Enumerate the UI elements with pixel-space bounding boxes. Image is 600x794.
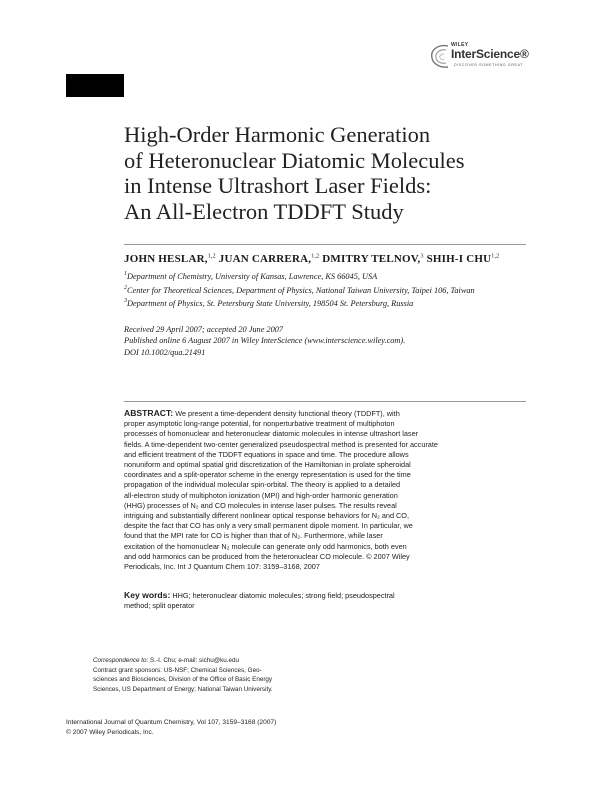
affiliation-3	[124, 298, 413, 308]
footnote-line: sciences and Biosciences, Division of the Office of Basic Energy	[93, 676, 273, 684]
journal-line: International Journal of Quantum Chemistry, Vol 107, 3159–3168 (2007)	[66, 719, 277, 726]
correspondence-label: Correspondence to:	[93, 657, 149, 664]
correspondence-text: S.-I. Chu; e-mail: sichu@ku.edu	[148, 657, 240, 664]
keywords-line: method; split operator	[124, 601, 195, 611]
affiliation-1	[124, 271, 377, 281]
title-line: in Intense Ultrashort Laser Fields:	[124, 173, 432, 198]
author-name: JOHN HESLAR,	[124, 253, 208, 265]
abstract-line: and odd harmonics can be produced from the heteronuclear CO molecule. © 2007 Wiley	[124, 551, 410, 561]
footnotes	[93, 656, 313, 694]
author-list	[124, 253, 499, 265]
abstract-line: excitation of the homonuclear N₂ molecule can generate only odd harmonics, both even	[124, 541, 407, 551]
correspondence	[93, 656, 313, 666]
abstract-line: nonuniform and optimal spatial grid discretization of the Hamiltonian in prolate spheroidal	[124, 460, 411, 470]
title-line: An All-Electron TDDFT Study	[124, 198, 404, 224]
logo-tagline: DISCOVER SOMETHING GREAT	[454, 63, 524, 67]
keywords-line	[124, 590, 524, 601]
affiliation-2	[124, 285, 475, 295]
affiliation-sup: 1	[124, 271, 127, 277]
abstract	[124, 408, 524, 572]
affiliation-text: Center for Theoretical Sciences, Department of Physics, National Taiwan University, Taipei 106, Taiwan	[127, 285, 475, 295]
header-black-tab	[66, 74, 124, 97]
footnote-line: Sciences, US Department of Energy; National Taiwan University.	[93, 685, 273, 693]
abstract-line	[124, 408, 524, 419]
published-online: Published online 6 August 2007 in Wiley InterScience (www.interscience.wiley.com).	[124, 336, 406, 346]
abstract-line: proper asymptotic long-range potential, for nonperturbative treatment of multiphoton	[124, 419, 395, 429]
title-divider	[124, 244, 526, 245]
keywords-heading: Key words:	[124, 590, 171, 600]
abstract-divider	[124, 401, 526, 402]
author-name: DMITRY TELNOV,	[322, 253, 421, 265]
doi-link[interactable]: DOI 10.1002/qua.21491	[124, 347, 206, 357]
abstract-line: fields. A time-dependent two-center generalized pseudospectral method is presented for accurate	[124, 439, 438, 449]
keywords	[124, 590, 524, 611]
abstract-line: intriguing and substantially different nonlinear optical response behaviors for N₂ and CO,	[124, 511, 410, 521]
author-affiliation-sup: 1,2	[311, 253, 320, 260]
logo-wiley-text: WILEY	[451, 42, 469, 48]
title-line: of Heteronuclear Diatomic Molecules	[124, 147, 465, 173]
author-affiliation-sup: 3	[420, 253, 424, 260]
affiliation-sup: 2	[124, 285, 127, 291]
keywords-text: HHG; heteronuclear diatomic molecules; strong field; pseudospectral	[170, 591, 395, 600]
footnote-line: Contract grant sponsors: US-NSF; Chemical Sciences, Geo-	[93, 666, 262, 674]
author-affiliation-sup: 1,2	[207, 253, 216, 260]
abstract-line-text: We present a time-dependent density functional theory (TDDFT), with	[173, 409, 400, 418]
abstract-line: found that the MPI rate for CO is higher than that of N₂. Furthermore, while laser	[124, 531, 383, 541]
author-affiliation-sup: 1,2	[491, 253, 500, 260]
abstract-line: despite the fact that CO has only a very small permanent dipole moment. In particular, we	[124, 521, 413, 531]
author-name: JUAN CARRERA,	[218, 253, 312, 265]
author-name: SHIH-I CHU	[426, 253, 492, 265]
abstract-line: processes of homonuclear and heteronuclear diatomic molecules in intense ultrashort laser	[124, 429, 419, 439]
affiliation-sup: 3	[124, 298, 127, 304]
abstract-line: propagation of the individual molecular spin-orbital. The theory is applied to a detailed	[124, 480, 401, 490]
abstract-line: Periodicals, Inc. Int J Quantum Chem 107: 3159–3168, 2007	[124, 562, 320, 572]
wiley-interscience-logo[interactable]	[428, 42, 540, 74]
affiliation-text: Department of Physics, St. Petersburg State University, 198504 St. Petersburg, Russia	[127, 298, 414, 308]
copyright-line: © 2007 Wiley Periodicals, Inc.	[66, 728, 154, 736]
received-date: Received 29 April 2007; accepted 20 June 2007	[124, 325, 284, 334]
interscience-swirl-icon	[428, 42, 450, 72]
publication-dates	[124, 324, 405, 358]
affiliation-text: Department of Chemistry, University of Kansas, Lawrence, KS 66045, USA	[127, 271, 378, 281]
abstract-line: (HHG) processes of N₂ and CO molecules in intense laser pulses. The results reveal	[124, 500, 397, 510]
title-line: High-Order Harmonic Generation	[124, 122, 431, 147]
article-title	[124, 122, 524, 224]
abstract-line: and efficient treatment of the TDDFT equations in space and time. The procedure allows	[124, 449, 409, 459]
journal-citation	[66, 718, 276, 737]
abstract-heading: ABSTRACT:	[124, 408, 174, 418]
abstract-line: coordinates and a split-operator scheme in the energy representation is used for the time	[124, 470, 411, 480]
abstract-line: all-electron study of multiphoton ionization (MPI) and high-order harmonic generation	[124, 490, 398, 500]
logo-brand-text: InterScience®	[451, 47, 529, 61]
